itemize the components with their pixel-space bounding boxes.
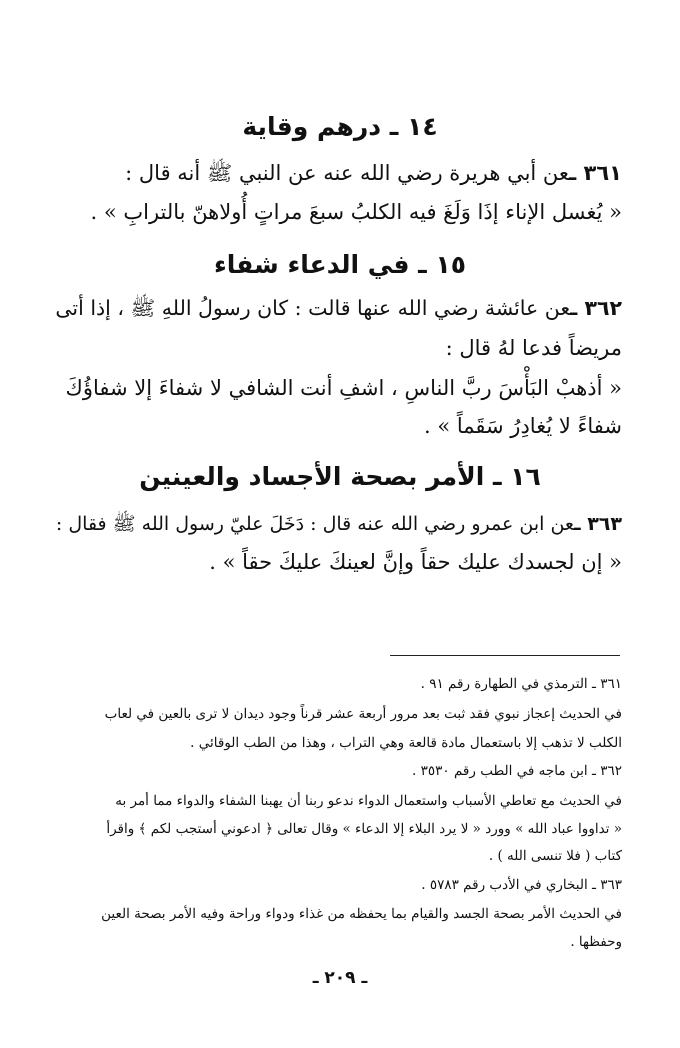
hadith-number-361: ٣٦١ ـ — [569, 161, 622, 185]
hadith-number-362: ٣٦٢ ـ — [570, 296, 622, 320]
hadith-361-text-1: عن أبي هريرة رضي الله عنه عن النبي ﷺ أنه قال : — [125, 161, 570, 185]
section-heading-15: ١٥ ـ في الدعاء شفاء — [214, 250, 466, 279]
hadith-number-363: ٣٦٣ ـ — [574, 513, 622, 535]
footnote-separator — [390, 655, 620, 656]
hadith-363-line-2: « إن لجسدك عليك حقاً وإنَّ لعينكَ عليكَ حقاً » . — [209, 550, 622, 574]
footnote-362-ref: ٣٦٢ ـ ابن ماجه في الطب رقم ٣٥٣٠ . — [412, 763, 622, 779]
footnote-363-ref: ٣٦٣ ـ البخاري في الأدب رقم ٥٧٨٣ . — [421, 877, 622, 893]
hadith-362-text-1: عن عائشة رضي الله عنها قالت : كان رسولُ اللهِ ﷺ ، إذا أتى — [55, 296, 571, 320]
hadith-361-line-2: « يُغسل الإناء إذَا وَلَغَ فيه الكلبُ سبعَ مراتٍ أُولاهنّ بالترابِ » . — [90, 200, 622, 224]
footnote-362-line-1: في الحديث مع تعاطي الأسباب واستعمال الدواء ندعو ربنا أن يهبنا الشفاء والدواء مما أمر به — [115, 793, 622, 809]
footnote-362-line-3: كتاب ( فلا تنسى الله ) . — [488, 848, 622, 864]
section-heading-14: ١٤ ـ درهم وقاية — [242, 112, 438, 141]
footnote-361-line-2: الكلب لا تذهب إلا باستعمال مادة قالعة وهي التراب ، وهذا من الطب الوقائي . — [190, 735, 622, 751]
footnote-363-line-2: وحفظها . — [570, 934, 622, 950]
footnote-361-line-1: في الحديث إعجاز نبوي فقد ثبت بعد مرور أربعة عشر قرناً وجود ديدان لا ترى بالعين في لعاب — [104, 706, 622, 722]
hadith-361-line-1 — [45, 160, 622, 191]
footnote-363-line-1: في الحديث الأمر بصحة الجسد والقيام بما يحفظه من غذاء ودواء وراحة وفيه الأمر بصحة العين — [101, 906, 622, 922]
hadith-363-text-1: عن ابن عمرو رضي الله عنه قال : دَخَلَ عليّ رسول الله ﷺ فقال : — [55, 513, 575, 535]
hadith-362-line-3: « أذهبْ البَأْسَ ربَّ الناسِ ، اشفِ أنت الشافي لا شفاءَ إلا شفاؤُكَ — [65, 376, 622, 400]
footnote-362-line-2: « تداووا عباد الله » وورد « لا يرد البلاء إلا الدعاء » وقال تعالى ﴿ ادعوني أستجب لكم ﴾ واقرأ — [106, 821, 622, 837]
hadith-362-line-4: شفاءً لا يُغادِرُ سَقَماً » . — [424, 414, 622, 438]
hadith-363-line-1 — [45, 512, 622, 540]
hadith-362-line-2: مريضاً فدعا لهُ قال : — [445, 336, 622, 360]
hadith-362-line-1 — [45, 296, 622, 326]
footnote-361-ref: ٣٦١ ـ الترمذي في الطهارة رقم ٩١ . — [420, 676, 622, 692]
page-number: ـ ٢٠٩ ـ — [312, 968, 368, 988]
section-heading-16: ١٦ ـ الأمر بصحة الأجساد والعينين — [139, 462, 541, 491]
